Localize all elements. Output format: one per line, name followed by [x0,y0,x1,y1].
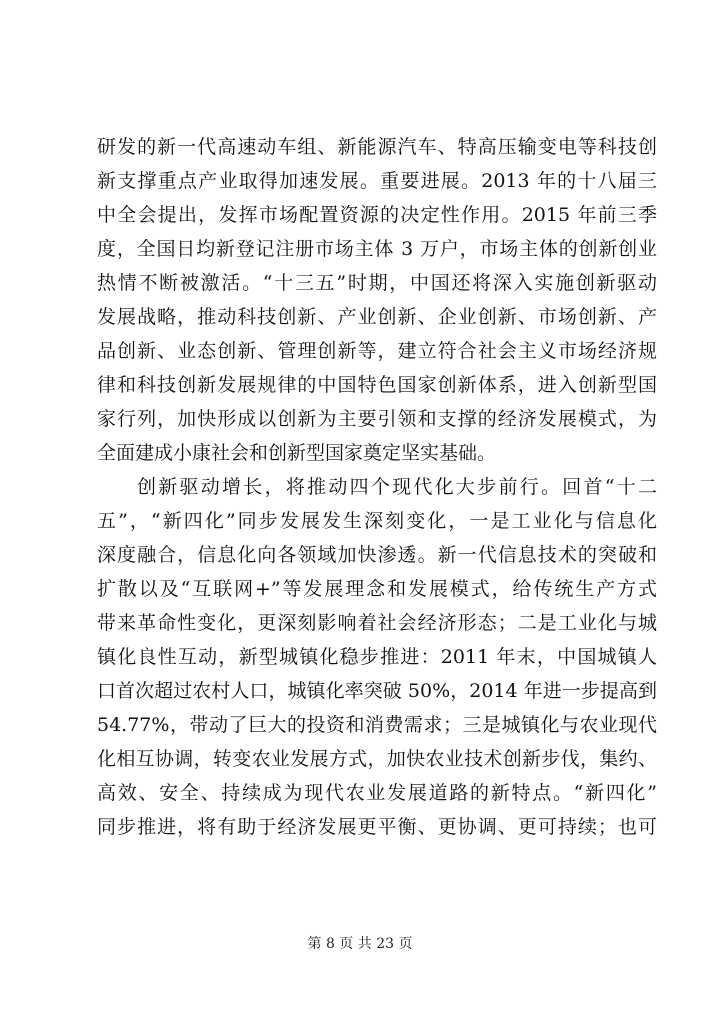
text-line: 口首次超过农村人口，城镇化率突破 50%，2014 年进一步提高到 [97,680,657,702]
text-line: 54.77%，带动了巨大的投资和消费需求；三是城镇化与农业现代 [97,714,657,736]
text-line: 深度融合，信息化向各领域加快渗透。新一代信息技术的突破和 [97,544,657,566]
text-line: 化相互协调，转变农业发展方式，加快农业技术创新步伐，集约、 [97,748,657,770]
text-line: 全面建成小康社会和创新型国家奠定坚实基础。 [97,442,497,464]
text-line: 度，全国日均新登记注册市场主体 3 万户，市场主体的创新创业 [97,238,657,260]
text-line: 扩散以及“互联网+”等发展理念和发展模式，给传统生产方式 [97,578,657,600]
text-line: 家行列，加快形成以创新为主要引领和支撑的经济发展模式，为 [97,408,657,430]
text-line: 热情不断被激活。“十三五”时期，中国还将深入实施创新驱动 [97,272,657,294]
text-line: 五”，“新四化”同步发展发生深刻变化，一是工业化与信息化 [97,510,657,532]
text-line: 品创新、业态创新、管理创新等，建立符合社会主义市场经济规 [97,340,657,362]
body-text [97,130,657,844]
text-line: 创新驱动增长，将推动四个现代化大步前行。回首“十二 [137,476,657,498]
paragraph-1 [97,130,657,470]
text-line: 镇化良性互动，新型城镇化稳步推进：2011 年末，中国城镇人 [97,646,657,668]
page-footer [0,934,720,954]
text-line: 高效、安全、持续成为现代农业发展道路的新特点。“新四化” [97,782,657,804]
paragraph-2 [97,470,657,844]
text-line: 同步推进，将有助于经济发展更平衡、更协调、更可持续；也可 [97,816,657,838]
text-line: 中全会提出，发挥市场配置资源的决定性作用。2015 年前三季 [97,204,657,226]
page-number: 第 8 页 共 23 页 [307,936,413,952]
text-line: 新支撑重点产业取得加速发展。重要进展。2013 年的十八届三 [97,170,657,192]
text-line: 研发的新一代高速动车组、新能源汽车、特高压输变电等科技创 [97,136,657,158]
text-line: 带来革命性变化，更深刻影响着社会经济形态；二是工业化与城 [97,612,657,634]
text-line: 发展战略，推动科技创新、产业创新、企业创新、市场创新、产 [97,306,657,328]
text-line: 律和科技创新发展规律的中国特色国家创新体系，进入创新型国 [97,374,657,396]
